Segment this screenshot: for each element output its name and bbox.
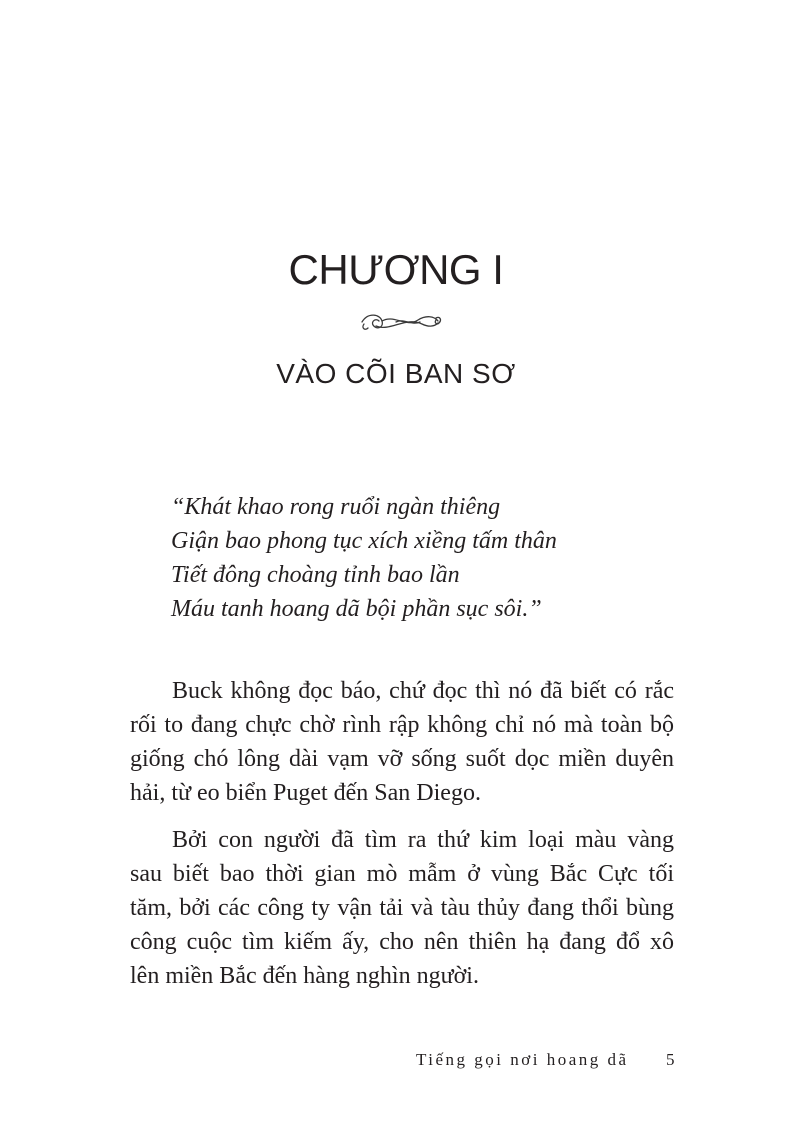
epigraph bbox=[171, 490, 691, 626]
chapter-number: CHƯƠNG I bbox=[288, 246, 504, 293]
epigraph-line: Máu tanh hoang dã bội phần sục sôi.” bbox=[171, 596, 542, 622]
body-text bbox=[130, 674, 674, 1006]
text-line: Bởi con người đã tìm ra thứ kim loại màu vàng bbox=[172, 827, 674, 853]
epigraph-line: Giận bao phong tục xích xiềng tấm thân bbox=[171, 528, 557, 554]
flourish-ornament-icon bbox=[356, 308, 442, 336]
text-line: công cuộc tìm kiếm ấy, cho nên thiên hạ đang đổ xô bbox=[130, 929, 674, 955]
page-footer bbox=[400, 1050, 680, 1078]
paragraph bbox=[130, 674, 674, 810]
text-line: lên miền Bắc đến hàng nghìn người. bbox=[130, 963, 479, 989]
paragraph bbox=[130, 823, 674, 993]
text-line: rối to đang chực chờ rình rập không chỉ nó mà toàn bộ bbox=[130, 712, 674, 738]
text-line: hải, từ eo biển Puget đến San Diego. bbox=[130, 780, 481, 806]
text-line: giống chó lông dài vạm vỡ sống suốt dọc miền duyên bbox=[130, 746, 674, 772]
running-title: Tiếng gọi nơi hoang dã bbox=[416, 1050, 629, 1069]
text-line: sau biết bao thời gian mò mẫm ở vùng Bắc Cực tối bbox=[130, 861, 674, 887]
text-line: tăm, bởi các công ty vận tải và tàu thủy đang thổi bùng bbox=[130, 895, 674, 921]
chapter-title: VÀO CÕI BAN SƠ bbox=[276, 358, 516, 389]
epigraph-line: Tiết đông choàng tỉnh bao lần bbox=[171, 562, 460, 588]
text-line: Buck không đọc báo, chứ đọc thì nó đã biết có rắc bbox=[172, 678, 674, 704]
page-number: 5 bbox=[666, 1050, 675, 1069]
epigraph-line: “Khát khao rong ruổi ngàn thiêng bbox=[171, 494, 501, 520]
